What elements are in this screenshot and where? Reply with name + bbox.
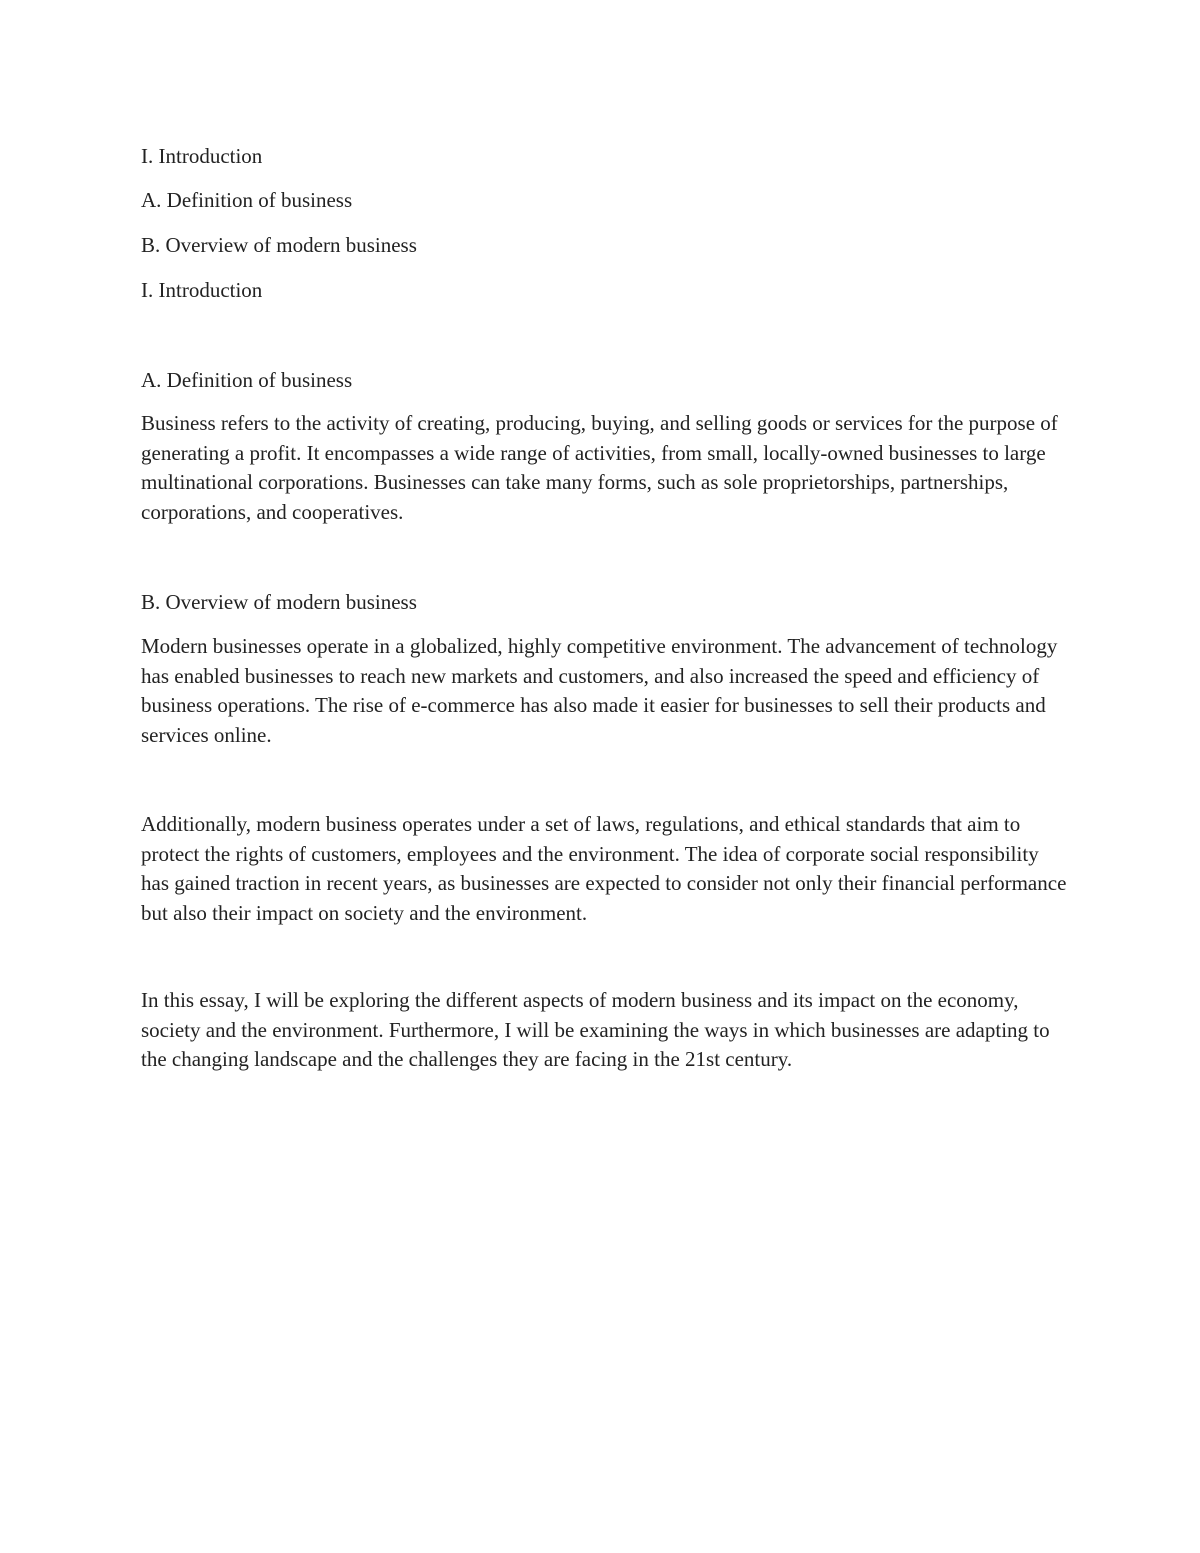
section-a-heading: A. Definition of business xyxy=(141,368,353,392)
section-b-paragraph-3: In this essay, I will be exploring the different aspects of modern business and its impact on the economy, society and the environment. Furthermore, I will be examining the ways in which businesses are adapting to the changing landscape and the challenges they are facing in the 21st century. xyxy=(141,988,1050,1072)
outline-item-introduction: I. Introduction xyxy=(141,144,263,168)
section-b-paragraph-1: Modern businesses operate in a globalized, highly competitive environment. The advancement of technology has enabled businesses to reach new markets and customers, and also increased the speed and efficiency of business operations. The rise of e-commerce has also made it easier for businesses to sell their products and services online. xyxy=(141,634,1058,747)
outline-item-introduction-repeat: I. Introduction xyxy=(141,278,263,302)
section-b-heading: B. Overview of modern business xyxy=(141,590,417,614)
outline-item-overview: B. Overview of modern business xyxy=(141,233,417,257)
outline-item-definition: A. Definition of business xyxy=(141,188,353,212)
section-a-paragraph: Business refers to the activity of creating, producing, buying, and selling goods or services for the purpose of generating a profit. It encompasses a wide range of activities, from small, locally-owned businesses to large multinational corporations. Businesses can take many forms, such as sole proprietorships, partnerships, corporations, and cooperatives. xyxy=(141,411,1058,524)
section-b-paragraph-2: Additionally, modern business operates under a set of laws, regulations, and ethical standards that aim to protect the rights of customers, employees and the environment. The idea of corporate social responsibility has gained traction in recent years, as businesses are expected to consider not only their financial performance but also their impact on society and the environment. xyxy=(141,812,1067,925)
